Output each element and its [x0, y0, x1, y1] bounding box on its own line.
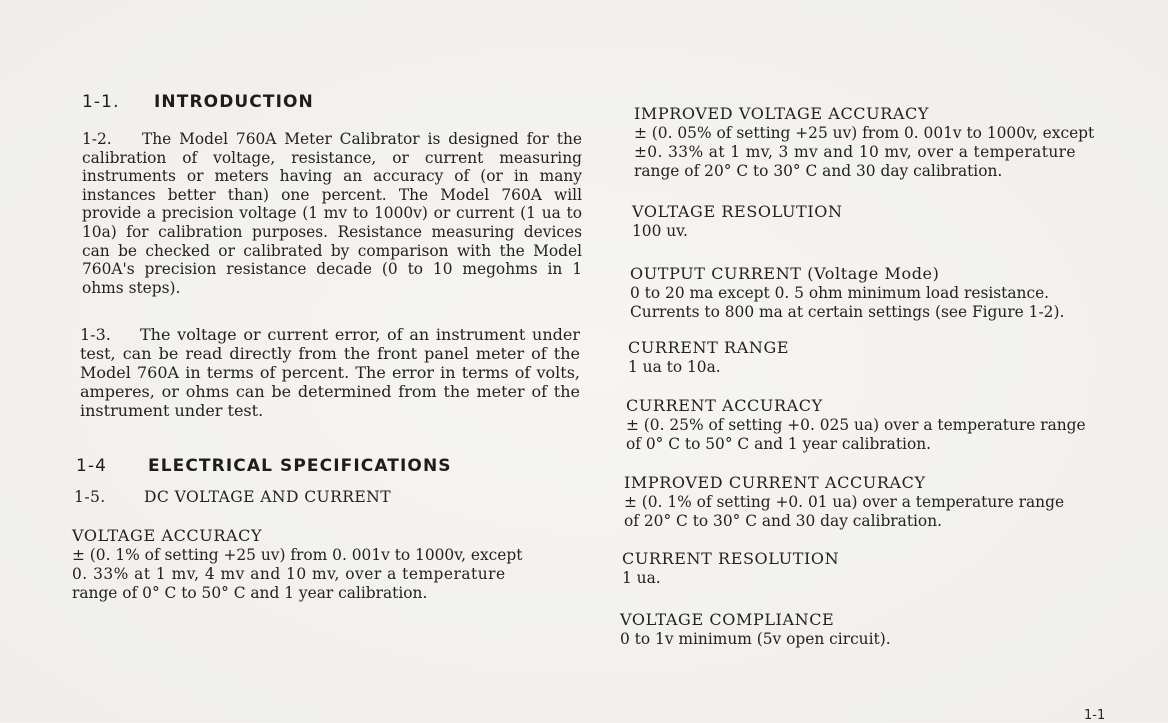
spec-line: of 20° C to 30° C and 30 day calibration.	[624, 512, 943, 530]
dc-heading-title: DC VOLTAGE AND CURRENT	[144, 488, 391, 507]
spec-line: of 0° C to 50° C and 1 year calibration.	[626, 435, 932, 453]
spec-current-resolution	[622, 549, 1127, 588]
voltage-accuracy-spec	[72, 526, 584, 603]
dc-voltage-current-heading	[74, 488, 584, 506]
voltage-accuracy-line-1: ± (0. 1% of setting +25 uv) from 0. 001v to 1000v, except	[72, 546, 523, 565]
voltage-accuracy-line-3: range of 0° C to 50° C and 1 year calibration.	[72, 584, 428, 603]
spec-current-accuracy	[626, 396, 1127, 454]
spec-line: ± (0. 05% of setting +25 uv) from 0. 001v to 1000v, except	[634, 124, 1095, 142]
spec-voltage-compliance	[620, 610, 1127, 649]
spec-title: VOLTAGE RESOLUTION	[632, 202, 843, 221]
spec-line: 1 ua to 10a.	[628, 358, 721, 376]
spec-line: ± (0. 25% of setting +0. 025 ua) over a temperature range	[626, 416, 1086, 434]
spec-line: Currents to 800 ma at certain settings (see Figure 1-2).	[630, 303, 1065, 321]
voltage-accuracy-title: VOLTAGE ACCURACY	[72, 526, 263, 546]
spec-line: 100 uv.	[632, 222, 688, 240]
spec-current-range	[628, 338, 1127, 377]
left-column	[72, 90, 584, 603]
spec-title: VOLTAGE COMPLIANCE	[620, 610, 835, 629]
voltage-accuracy-line-2: 0. 33% at 1 mv, 4 mv and 10 mv, over a temperature	[72, 565, 506, 584]
spec-title: CURRENT RESOLUTION	[622, 549, 840, 568]
spec-line: 1 ua.	[622, 569, 661, 587]
spec-output-current	[630, 264, 1127, 322]
dc-heading-number: 1-5.	[74, 488, 106, 507]
electrical-specs-heading-title: ELECTRICAL SPECIFICATIONS	[148, 456, 452, 477]
paragraph-1-3-number: 1-3.	[80, 325, 111, 345]
paragraph-1-3	[80, 325, 580, 420]
spec-line: ± (0. 1% of setting +0. 01 ua) over a temperature range	[624, 493, 1065, 511]
spec-title: CURRENT ACCURACY	[626, 396, 823, 415]
spec-line: ±0. 33% at 1 mv, 3 mv and 10 mv, over a temperature	[634, 143, 1076, 161]
spec-title: OUTPUT CURRENT (Voltage Mode)	[630, 264, 940, 283]
intro-heading-number: 1-1.	[82, 92, 120, 112]
spec-title: IMPROVED CURRENT ACCURACY	[624, 473, 926, 492]
page-number: 1-1	[1084, 708, 1106, 723]
intro-heading	[82, 92, 584, 112]
spec-line: 0 to 20 ma except 0. 5 ohm minimum load resistance.	[630, 284, 1050, 302]
spec-title: IMPROVED VOLTAGE ACCURACY	[634, 104, 930, 123]
spec-line: range of 20° C to 30° C and 30 day calibration.	[634, 162, 1003, 180]
spec-improved-voltage-accuracy	[634, 104, 1127, 181]
spec-improved-current-accuracy	[624, 473, 1127, 531]
spec-line: 0 to 1v minimum (5v open circuit).	[620, 630, 891, 648]
electrical-specs-heading	[76, 456, 584, 476]
paragraph-1-2-number: 1-2.	[82, 130, 112, 148]
right-column	[622, 104, 1127, 649]
electrical-specs-heading-number: 1-4	[76, 456, 108, 477]
spec-voltage-resolution	[632, 202, 1127, 241]
paragraph-1-3-text: The voltage or current error, of an instrument under test, can be read directly from the front panel meter of the Model 760A in terms of percent. The error in terms of volts, amperes, or ohms can be determined from the meter of the instrument under test.	[80, 325, 580, 421]
intro-heading-title: INTRODUCTION	[154, 92, 314, 112]
paragraph-1-2-text: The Model 760A Meter Calibrator is designed for the calibration of voltage, resistance, or current measuring instruments or meters having an accuracy of (or in many instances better than) one percent. The Model 760A will provide a precision voltage (1 mv to 1000v) or current (1 ua to 10a) for calibration purposes. Resistance measuring devices can be checked or calibrated by comparison with the Model 760A's precision resistance decade (0 to 10 megohms in 1 ohms steps).	[82, 130, 582, 297]
spec-title: CURRENT RANGE	[628, 338, 790, 357]
paragraph-1-2	[82, 130, 582, 297]
